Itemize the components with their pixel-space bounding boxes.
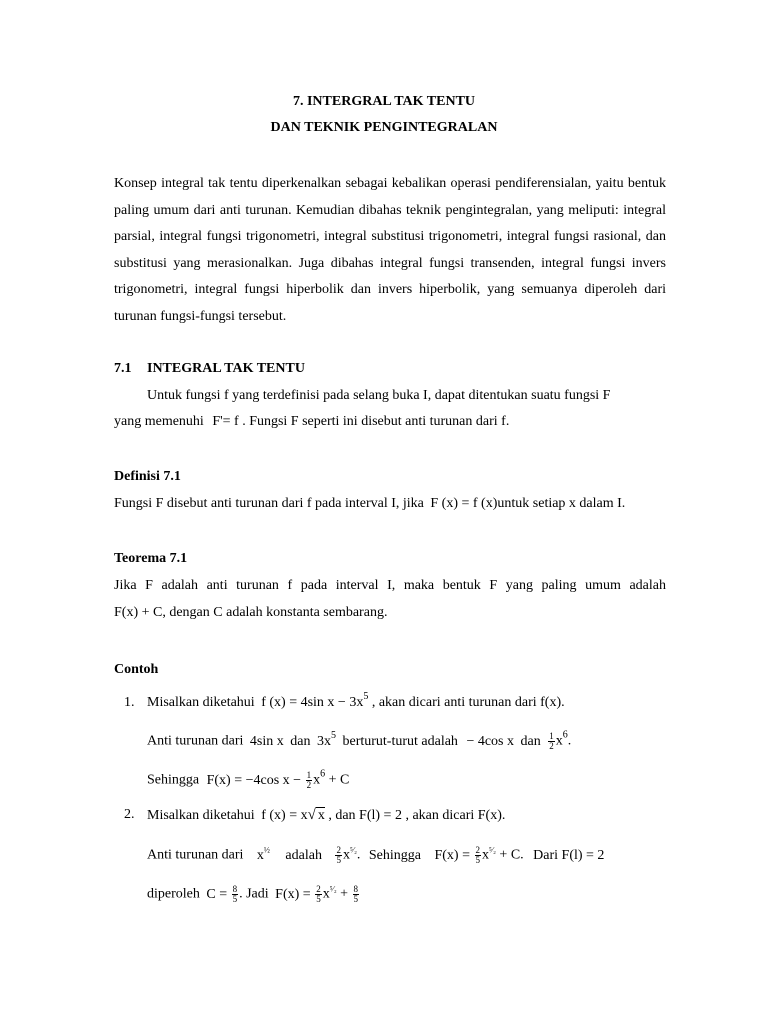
- text-span: diperoleh: [147, 886, 200, 902]
- text-span: adalah: [285, 847, 322, 863]
- fraction: [475, 846, 482, 865]
- math-text: + C: [328, 772, 350, 788]
- fraction-numerator: 2: [336, 845, 341, 855]
- fraction: [353, 885, 360, 904]
- math-text: 3x: [316, 733, 331, 749]
- fraction-numerator: 1: [306, 770, 312, 780]
- section-paragraph-line2: [114, 414, 509, 430]
- example-2-number: 2.: [124, 807, 135, 822]
- fraction-denominator: 2: [549, 741, 554, 751]
- math-result: F(x) = −4cos x −: [206, 772, 302, 788]
- example-2-line3: [147, 885, 360, 904]
- text-span: Misalkan diketahui: [147, 808, 255, 823]
- example-1-line3: [147, 768, 350, 790]
- math-term: [316, 729, 336, 749]
- text-span: .: [567, 733, 572, 749]
- fraction-numerator: 8: [232, 884, 238, 894]
- exponent: 6: [320, 768, 326, 780]
- fraction-denominator: 2: [306, 780, 312, 790]
- text-span: dan: [290, 733, 311, 749]
- math-text: f (x) = 4sin x − 3x: [261, 695, 364, 710]
- definition-text: [114, 496, 625, 512]
- example-2-line2: [147, 846, 604, 865]
- fraction-denominator: 5: [353, 894, 359, 904]
- text-span: . Jadi: [239, 886, 269, 902]
- fraction: [548, 732, 555, 751]
- fraction-numerator: 8: [353, 884, 359, 894]
- exponent: 6: [562, 729, 568, 741]
- math-definition: F (x) = f (x): [430, 496, 498, 511]
- text-span: Sehingga: [147, 772, 200, 788]
- example-1-number: 1.: [124, 695, 135, 710]
- math-derivative: F'= f: [212, 414, 239, 429]
- example-1-line2: [147, 729, 572, 751]
- exponent: 5: [363, 691, 369, 702]
- text-span: dan: [520, 733, 541, 749]
- text-span: .: [520, 847, 524, 863]
- math-condition: F(l) = 2: [359, 808, 402, 823]
- text-span: Anti turunan dari: [147, 847, 244, 863]
- text-span: untuk setiap x dalam I.: [497, 496, 626, 511]
- sqrt-radicand: x: [317, 808, 325, 823]
- fraction-denominator: 5: [232, 894, 238, 904]
- section-paragraph-line1: Untuk fungsi f yang terdefinisi pada selang buka I, dapat ditentukan suatu fungsi F: [147, 388, 611, 403]
- math-text: x: [313, 772, 321, 788]
- math-text: F(x) =: [434, 847, 470, 863]
- text-span: Anti turunan dari: [147, 733, 244, 749]
- fraction-numerator: 2: [316, 884, 321, 894]
- text-span: , dengan C adalah konstanta sembarang.: [162, 605, 388, 620]
- text-span: , akan dicari anti turunan dari f(x).: [371, 695, 565, 710]
- example-1-line1: [147, 691, 565, 711]
- text-span: Fungsi F disebut anti turunan dari f pada interval I, jika: [114, 496, 424, 511]
- math-text: C =: [206, 886, 228, 902]
- theorem-heading: Teorema 7.1: [114, 551, 188, 566]
- math-text: x: [555, 733, 563, 749]
- text-span: .: [356, 847, 361, 863]
- text-span: yang memenuhi: [114, 414, 204, 429]
- sqrt-icon: √: [307, 807, 316, 823]
- math-text: x: [322, 886, 330, 902]
- exponent: ½: [263, 845, 270, 855]
- fraction: [306, 771, 313, 790]
- exponent: 5: [330, 729, 336, 741]
- text-span: , akan dicari F(x).: [405, 808, 506, 823]
- exponent: ⁵⁄₂: [329, 884, 337, 894]
- text-span: Sehingga: [368, 847, 421, 863]
- intro-paragraph: Konsep integral tak tentu diperkenalkan sebagai kebalikan operasi pendiferensialan, yaitu bentuk paling umum dari anti turunan. Kemudian dibahas teknik pengintegralan, yang meliputi: integral parsial, integral fungsi trigonometri, integral substitusi trigonometri, integral fungsi rasional, dan substitusi yang merasionalkan. Juga dibahas integral fungsi transenden, integral fungsi invers trigonometri, integral fungsi hiperbolik dan invers hiperbolik, yang semuanya diperoleh dari turunan fungsi-fungsi tersebut.: [114, 176, 666, 324]
- fraction-denominator: 5: [316, 894, 321, 904]
- math-theorem: F(x) + C: [114, 605, 163, 620]
- math-text: F(x) =: [275, 886, 311, 902]
- text-span: berturut-turut adalah: [342, 733, 458, 749]
- fraction: [315, 885, 322, 904]
- exponent: ⁵⁄₂: [489, 845, 496, 855]
- section-number: 7.1: [114, 361, 132, 376]
- text-span: Misalkan diketahui: [147, 695, 255, 710]
- math-text: + C: [499, 847, 521, 863]
- fraction-numerator: 2: [475, 845, 480, 855]
- math-function: [261, 691, 369, 710]
- fraction: [232, 885, 239, 904]
- math-text: x: [482, 847, 489, 863]
- text-span: , dan: [328, 808, 356, 823]
- math-term: 4sin x: [249, 733, 284, 749]
- exponent: ⁵⁄₂: [349, 845, 357, 855]
- examples-heading: Contoh: [114, 662, 159, 677]
- definition-heading: Definisi 7.1: [114, 469, 181, 484]
- section-heading: INTEGRAL TAK TENTU: [147, 361, 305, 376]
- math-text: +: [340, 886, 349, 902]
- math-term: − 4cos x: [466, 733, 514, 749]
- text-span: . Fungsi F seperti ini disebut anti turunan dari f.: [242, 414, 510, 429]
- theorem-line1: Jika F adalah anti turunan f pada interval I, maka bentuk F yang paling umum adalah: [114, 578, 666, 593]
- fraction-denominator: 5: [475, 855, 480, 865]
- fraction: [335, 846, 342, 865]
- math-function: f (x) = x: [261, 808, 308, 823]
- chapter-subtitle: DAN TEKNIK PENGINTEGRALAN: [270, 120, 498, 135]
- example-2-line1: [147, 807, 505, 824]
- theorem-line2: [114, 605, 387, 621]
- fraction-numerator: 1: [549, 731, 554, 741]
- math-text: x: [256, 847, 264, 863]
- fraction-denominator: 5: [336, 855, 341, 865]
- math-text: x: [342, 847, 350, 863]
- text-span: Dari F(l) = 2: [533, 847, 605, 863]
- chapter-title: 7. INTERGRAL TAK TENTU: [292, 94, 476, 109]
